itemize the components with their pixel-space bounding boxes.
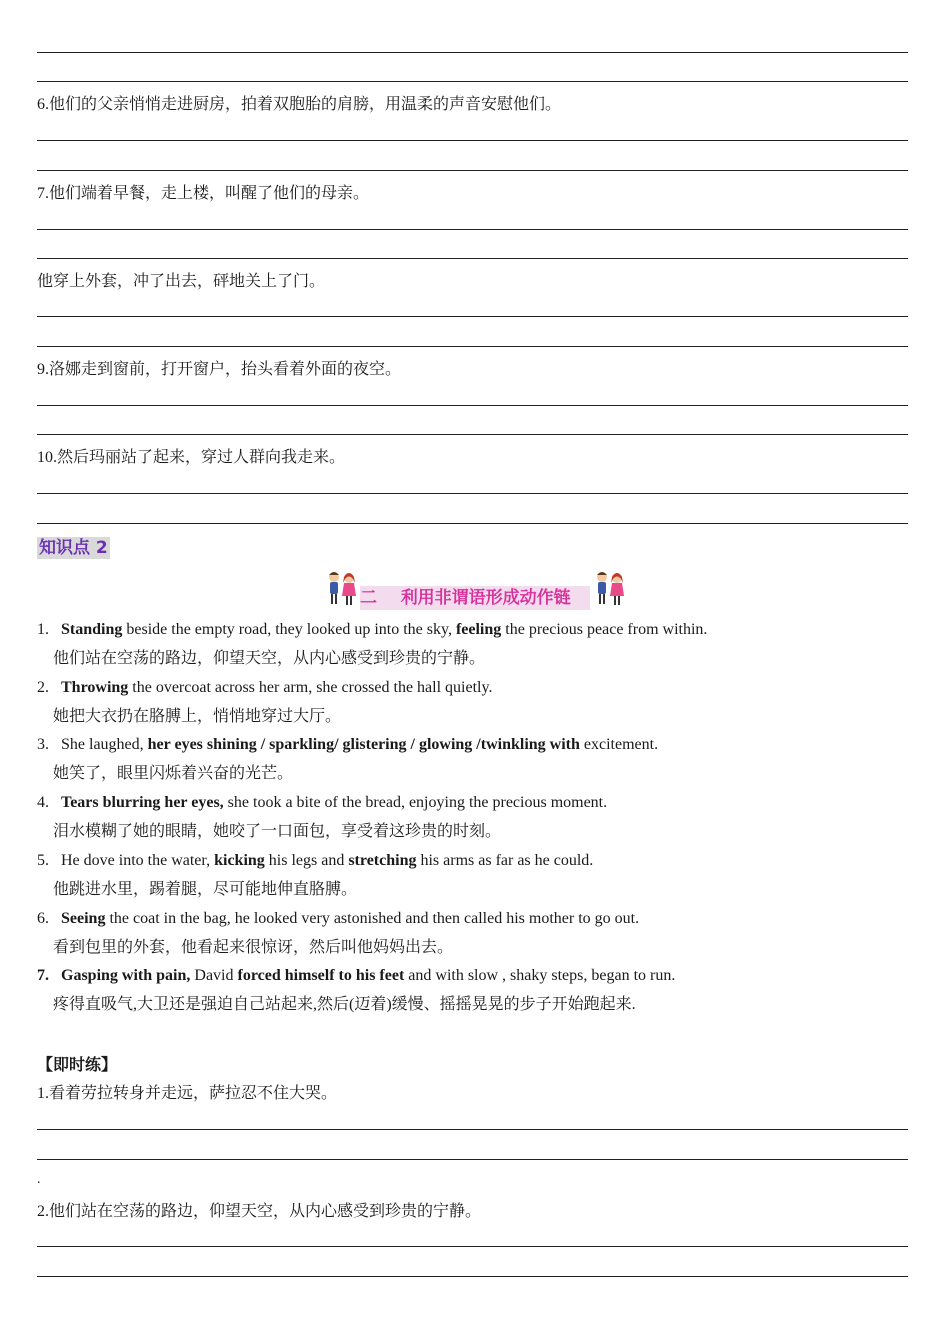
- highlighted-phrase: Seeing: [61, 910, 106, 927]
- example-number: 7.: [37, 967, 49, 984]
- example-sentence: [37, 735, 658, 755]
- example-translation: 他跳进水里，踢着腿，尽可能地伸直胳膊。: [53, 881, 358, 898]
- highlighted-phrase: Tears blurring her eyes,: [61, 794, 224, 811]
- answer-line: [37, 346, 908, 347]
- answer-line: [37, 434, 908, 435]
- example-translation: 他们站在空荡的路边，仰望天空，从内心感受到珍贵的宁静。: [53, 650, 486, 667]
- sentence-text: his legs and: [264, 852, 349, 869]
- answer-line: [37, 1246, 908, 1247]
- section-number: 二: [360, 588, 377, 608]
- example-sentence: [37, 793, 607, 813]
- example-number: 6.: [37, 910, 49, 927]
- sentence-text: excitement.: [579, 736, 659, 753]
- sentence-text: the precious peace from within.: [501, 621, 708, 638]
- example-translation: 她笑了，眼里闪烁着兴奋的光芒。: [53, 765, 294, 782]
- example-number: 1.: [37, 621, 49, 638]
- answer-line: [37, 405, 908, 406]
- example-translation: 疼得直吸气,大卫还是强迫自己站起来,然后(迈着)缓慢、摇摇晃晃的步子开始跑起来.: [53, 996, 636, 1013]
- example-sentence: [37, 851, 593, 871]
- exercise-item: 7.他们端着早餐，走上楼，叫醒了他们的母亲。: [37, 185, 370, 202]
- highlighted-phrase: her eyes shining / sparkling/ glistering / glowing /twinkling with: [147, 736, 580, 753]
- sentence-text: his arms as far as he could.: [416, 852, 594, 869]
- example-sentence: [37, 909, 639, 929]
- practice-item: 2.他们站在空荡的路边，仰望天空，从内心感受到珍贵的宁静。: [37, 1203, 482, 1220]
- answer-line: [37, 1129, 908, 1130]
- answer-line: [37, 258, 908, 259]
- example-number: 5.: [37, 852, 49, 869]
- exercise-item: 9.洛娜走到窗前，打开窗户，抬头看着外面的夜空。: [37, 361, 402, 378]
- practice-item: 1.看着劳拉转身并走远，萨拉忍不住大哭。: [37, 1085, 338, 1102]
- stray-mark: .: [37, 1172, 41, 1187]
- example-number: 3.: [37, 736, 49, 753]
- answer-line: [37, 229, 908, 230]
- example-sentence: [37, 678, 492, 698]
- highlighted-phrase: stretching: [348, 852, 417, 869]
- answer-line: [37, 493, 908, 494]
- answer-line: [37, 170, 908, 171]
- section-title: [360, 586, 590, 610]
- example-number: 4.: [37, 794, 49, 811]
- highlighted-phrase: feeling: [455, 621, 502, 638]
- section-heading: 利用非谓语形成动作链: [400, 588, 571, 608]
- knowledge-point-label: 知识点 2: [39, 538, 108, 558]
- children-illustration-icon: [324, 569, 360, 609]
- sentence-text: and with slow , shaky steps, began to run.: [404, 967, 676, 984]
- example-sentence: [37, 966, 675, 986]
- exercise-item: 他穿上外套，冲了出去，砰地关上了门。: [37, 273, 326, 290]
- sentence-text: David: [190, 967, 238, 984]
- example-number: 2.: [37, 679, 49, 696]
- children-illustration-icon: [592, 569, 628, 609]
- highlighted-phrase: Gasping with pain,: [61, 967, 191, 984]
- answer-line: [37, 52, 908, 53]
- highlighted-phrase: forced himself to his feet: [237, 967, 405, 984]
- exercise-item: 6.他们的父亲悄悄走进厨房，拍着双胞胎的肩膀，用温柔的声音安慰他们。: [37, 96, 562, 113]
- answer-line: [37, 81, 908, 82]
- sentence-text: she took a bite of the bread, enjoying the precious moment.: [223, 794, 608, 811]
- highlighted-phrase: kicking: [214, 852, 265, 869]
- example-translation: 泪水模糊了她的眼睛，她咬了一口面包，享受着这珍贵的时刻。: [53, 823, 502, 840]
- exercise-item: 10.然后玛丽站了起来，穿过人群向我走来。: [37, 449, 346, 466]
- highlighted-phrase: Standing: [61, 621, 123, 638]
- answer-line: [37, 523, 908, 524]
- example-translation: 看到包里的外套，他看起来很惊讶，然后叫他妈妈出去。: [53, 939, 454, 956]
- answer-line: [37, 1159, 908, 1160]
- answer-line: [37, 140, 908, 141]
- practice-heading: 【即时练】: [37, 1055, 118, 1074]
- answer-line: [37, 316, 908, 317]
- answer-line: [37, 1276, 908, 1277]
- sentence-text: She laughed,: [61, 736, 148, 753]
- sentence-text: the coat in the bag, he looked very astonished and then called his mother to go out.: [105, 910, 640, 927]
- highlighted-phrase: Throwing: [61, 679, 129, 696]
- example-sentence: [37, 620, 707, 640]
- sentence-text: He dove into the water,: [61, 852, 215, 869]
- sentence-text: the overcoat across her arm, she crossed the hall quietly.: [128, 679, 493, 696]
- example-translation: 她把大衣扔在胳膊上，悄悄地穿过大厅。: [53, 708, 342, 725]
- sentence-text: beside the empty road, they looked up into the sky,: [122, 621, 456, 638]
